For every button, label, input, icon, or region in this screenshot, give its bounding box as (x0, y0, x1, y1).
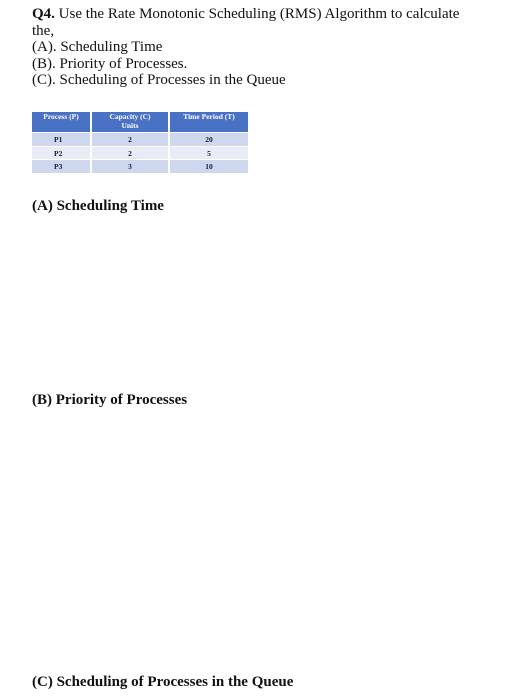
cell-process: P1 (32, 132, 92, 146)
question-intro-continued: the, (32, 22, 55, 39)
question-item-b: (B). Priority of Processes. (32, 55, 188, 72)
header-process: Process (P) (32, 112, 92, 132)
cell-process: P2 (32, 146, 92, 160)
cell-time-period: 5 (170, 146, 248, 160)
cell-capacity: 3 (92, 159, 170, 173)
header-capacity-units: Units (121, 120, 139, 130)
cell-time-period: 20 (170, 132, 248, 146)
table-row (32, 159, 248, 173)
cell-capacity: 2 (92, 146, 170, 160)
section-heading-a: (A) Scheduling Time (32, 198, 164, 214)
cell-capacity: 2 (92, 132, 170, 146)
header-capacity: Capacity (C) Units (92, 112, 170, 132)
header-time-period: Time Period (T) (170, 112, 248, 132)
process-table (32, 112, 248, 173)
table-row (32, 132, 248, 146)
table-header-row (32, 112, 248, 132)
question-intro: Use the Rate Monotonic Scheduling (RMS) Algorithm to calculate (58, 6, 460, 22)
question-intro-line (32, 6, 492, 23)
table-row (32, 146, 248, 160)
question-item-c: (C). Scheduling of Processes in the Queue (32, 72, 286, 88)
question-item-a: (A). Scheduling Time (32, 39, 163, 55)
cell-process: P3 (32, 159, 92, 173)
question-block (32, 6, 492, 89)
section-heading-c: (C) Scheduling of Processes in the Queue (32, 674, 294, 690)
cell-time-period: 10 (170, 159, 248, 173)
question-number: Q4. (32, 6, 55, 22)
section-heading-b: (B) Priority of Processes (32, 392, 188, 408)
